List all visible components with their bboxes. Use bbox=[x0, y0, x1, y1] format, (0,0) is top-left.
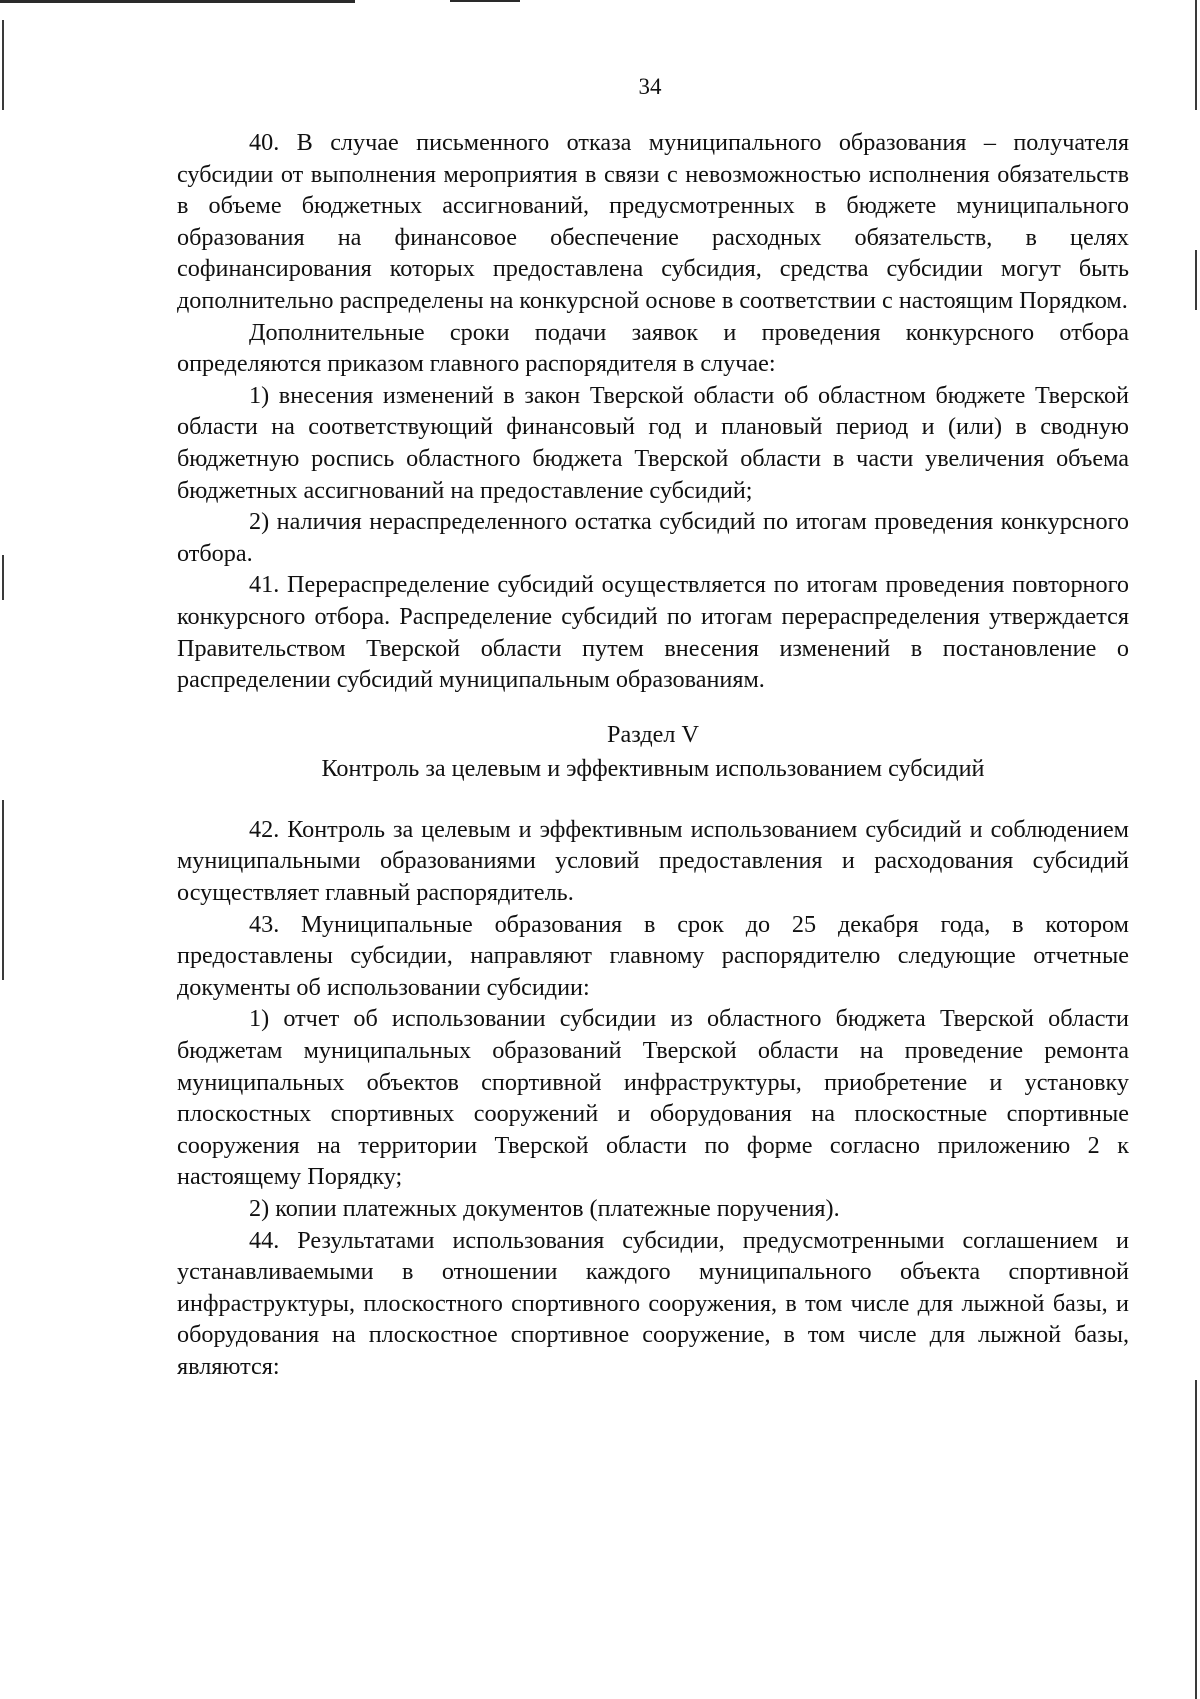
scan-left-edge-mark bbox=[2, 555, 4, 600]
list-item-payment-copies: 2) копии платежных документов (платежные поручения). bbox=[249, 1195, 840, 1222]
scan-right-edge-mark bbox=[1195, 1380, 1197, 1699]
section-title: Контроль за целевым и эффективным использованием субсидий bbox=[321, 755, 985, 783]
paragraph-43: 43. Муниципальные образования в срок до 25 декабря года, в котором предоставлены субсидии, направляют главному распорядителю следующие отчетные документы об использовании субсидии: bbox=[177, 910, 1129, 1001]
paragraph-additional-terms: Дополнительные сроки подачи заявок и проведения конкурсного отбора определяются приказом главного распорядителя в случае: bbox=[177, 318, 1129, 378]
document-body bbox=[177, 127, 1129, 1383]
scan-top-edge-mid bbox=[450, 0, 520, 2]
list-item-2: 2) наличия нераспределенного остатка субсидий по итогам проведения конкурсного отбора. bbox=[177, 508, 1129, 567]
paragraph-42: 42. Контроль за целевым и эффективным использованием субсидий и соблюдением муниципальными образованиями условий предоставления и расходования субсидий осуществляет главный распорядитель. bbox=[177, 815, 1129, 907]
scan-left-edge-mark bbox=[2, 800, 4, 980]
list-item-report: 1) отчет об использовании субсидии из областного бюджета Тверской области бюджетам муниципальных образований Тверской области на проведение ремонта муниципальных объектов спортивной инфраструктуры, приобретение и установку плоскостных спортивных сооружений и оборудования на плоскостные спортивные сооружения на территории Тверской области по форме согласно приложению 2 к настоящему Порядку; bbox=[177, 1005, 1129, 1191]
page-number: 34 bbox=[638, 74, 662, 99]
section-number: Раздел V bbox=[607, 720, 699, 748]
list-item-1: 1) внесения изменений в закон Тверской области об областном бюджете Тверской области на соответствующий финансовый год и плановый период и (или) в сводную бюджетную роспись областного бюджета Тверской области в части увеличения объема бюджетных ассигнований на предоставление субсидий; bbox=[177, 381, 1129, 504]
scan-right-edge-mark bbox=[1195, 250, 1197, 310]
paragraph-44: 44. Результатами использования субсидии, предусмотренными соглашением и устанавливаемыми в отношении каждого муниципального объекта спортивной инфраструктуры, плоскостного спортивного сооружения, в том числе для лыжной базы, и оборудования на плоскостное спортивное сооружение, в том числе для лыжной базы, являются: bbox=[177, 1226, 1129, 1380]
paragraph-40: 40. В случае письменного отказа муниципального образования – получателя субсидии от выполнения мероприятия в связи с невозможностью исполнения обязательств в объеме бюджетных ассигнований, предусмотренных в бюджете муниципального образования на финансовое обеспечение расходных обязательств, в целях софинансирования которых предоставлена субсидия, средства субсидии могут быть дополнительно распределены на конкурсной основе в соответствии с настоящим Порядком. bbox=[177, 129, 1129, 314]
paragraph-41: 41. Перераспределение субсидий осуществляется по итогам проведения повторного конкурсного отбора. Распределение субсидий по итогам перераспределения утверждается Правительством Тверской области путем внесения изменений в постановление о распределении субсидий муниципальным образованиям. bbox=[177, 571, 1129, 694]
scan-top-edge-left bbox=[0, 0, 355, 3]
